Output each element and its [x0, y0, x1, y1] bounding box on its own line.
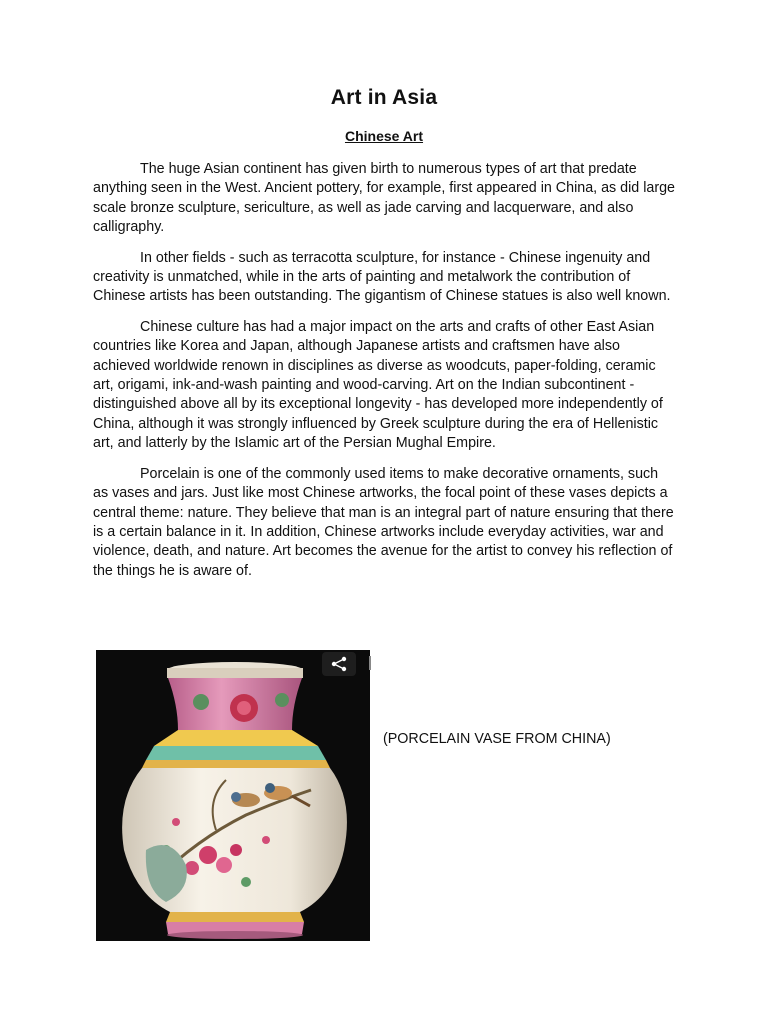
- divider: [369, 656, 371, 670]
- share-icon: [322, 652, 356, 676]
- body-text: [93, 160, 675, 592]
- page-title: Art in Asia: [330, 86, 438, 109]
- paragraph: The huge Asian continent has given birth to numerous types of art that predate anything seen in the West. Ancient pottery, for example, first appeared in China, as did large scale bronze sculpture, sericulture, as well as jade carving and lacquerware, and also calligraphy.: [93, 161, 676, 236]
- vase-illustration: [96, 650, 370, 941]
- image-caption: (PORCELAIN VASE FROM CHINA): [383, 731, 611, 747]
- section-heading: Chinese Art: [344, 128, 424, 144]
- porcelain-vase-image: [96, 650, 370, 941]
- paragraph: Chinese culture has had a major impact on the arts and crafts of other East Asian countries like Korea and Japan, although Japanese artists and craftsmen have also achieved worldwide renown in disciplines as diverse as woodcuts, paper-folding, ceramic art, origami, ink-and-wash painting and wood-carving. Art on the Indian subcontinent - distinguished above all by its exceptional longevity - has developed more independently of China, although it was strongly influenced by Greek sculpture during the era of Hellenistic art, and latterly by the Islamic art of the Persian Mughal Empire.: [93, 318, 663, 452]
- paragraph: Porcelain is one of the commonly used items to make decorative ornaments, such as vases and jars. Just like most Chinese artworks, the focal point of these vases depicts a central theme: nature. They believe that man is an integral part of nature ensuring that there is a certain balance in it. In addition, Chinese artworks include everyday activities, war and violence, death, and nature. Art becomes the avenue for the artist to convey his reflection of the things he is aware of.: [93, 465, 674, 579]
- share-button[interactable]: [322, 652, 356, 676]
- paragraph: In other fields - such as terracotta sculpture, for instance - Chinese ingenuity and creativity is unmatched, while in the arts of painting and metalwork the contribution of Chinese artists has been outstanding. The gigantism of Chinese statues is also well known.: [93, 249, 671, 305]
